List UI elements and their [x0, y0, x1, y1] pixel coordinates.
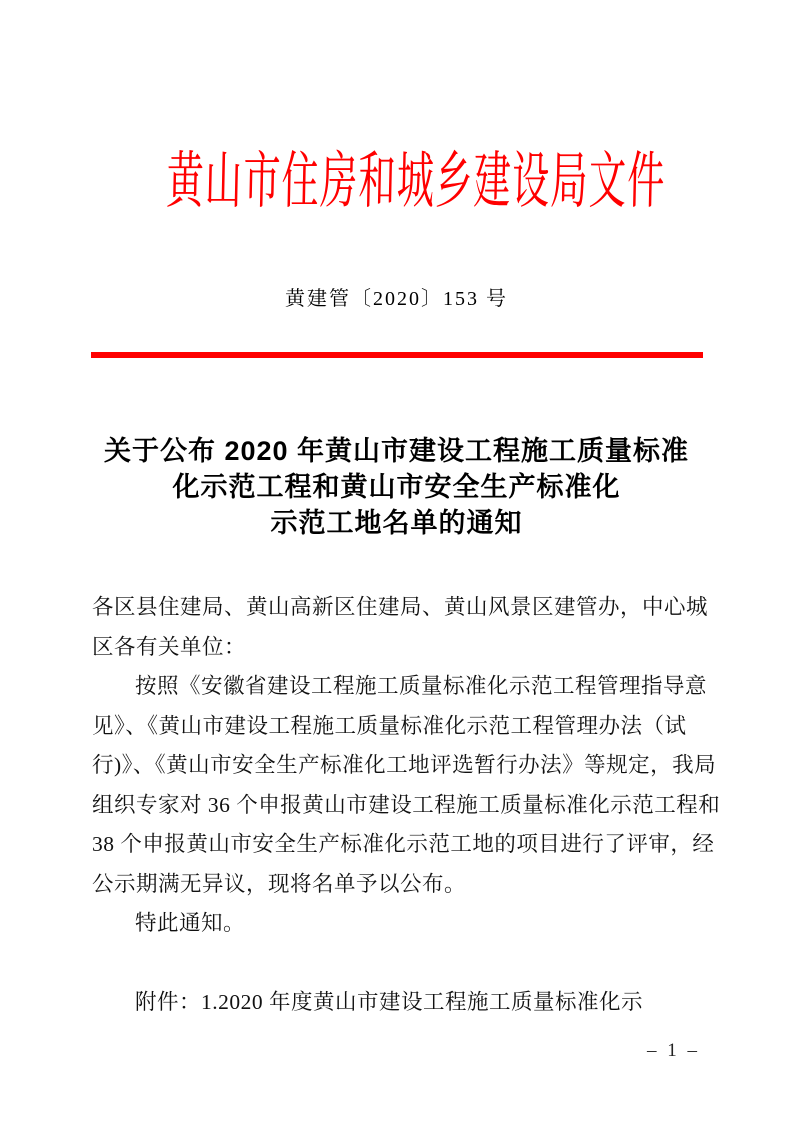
red-separator-line	[91, 352, 703, 358]
title-line-2: 化示范工程和黄山市安全生产标准化	[172, 472, 621, 502]
title-line-1: 关于公布 2020 年黄山市建设工程施工质量标准	[103, 436, 690, 466]
agency-header-text: 黄山市住房和城乡建设局文件	[165, 148, 667, 216]
body-line: 各区县住建局、黄山高新区住建局、黄山风景区建管办，中心城	[92, 595, 709, 619]
body-line: 行)》、《黄山市安全生产标准化工地评选暂行办法》等规定，我局	[92, 753, 717, 777]
body-line: 区各有关单位：	[92, 634, 247, 659]
body-line: 见》、《黄山市建设工程施工质量标准化示范工程管理办法（试	[92, 713, 687, 738]
document-body	[92, 588, 721, 1022]
body-line: 38 个申报黄山市安全生产标准化示范工地的项目进行了评审，经	[92, 832, 715, 856]
agency-header-banner	[0, 138, 793, 226]
document-title	[0, 433, 793, 541]
page-number: – 1 –	[647, 1040, 700, 1061]
title-line-3: 示范工地名单的通知	[270, 508, 523, 538]
body-line: 组织专家对 36 个申报黄山市建设工程施工质量标准化示范工程和	[92, 792, 721, 817]
body-line: 特此通知。	[135, 911, 246, 935]
doc-number: 黄建管〔2020〕153 号	[285, 288, 508, 310]
body-line: 公示期满无异议，现将名单予以公布。	[92, 871, 467, 896]
attachment-line: 附件：1.2020 年度黄山市建设工程施工质量标准化示	[135, 989, 644, 1014]
body-line: 按照《安徽省建设工程施工质量标准化示范工程管理指导意	[135, 674, 708, 698]
